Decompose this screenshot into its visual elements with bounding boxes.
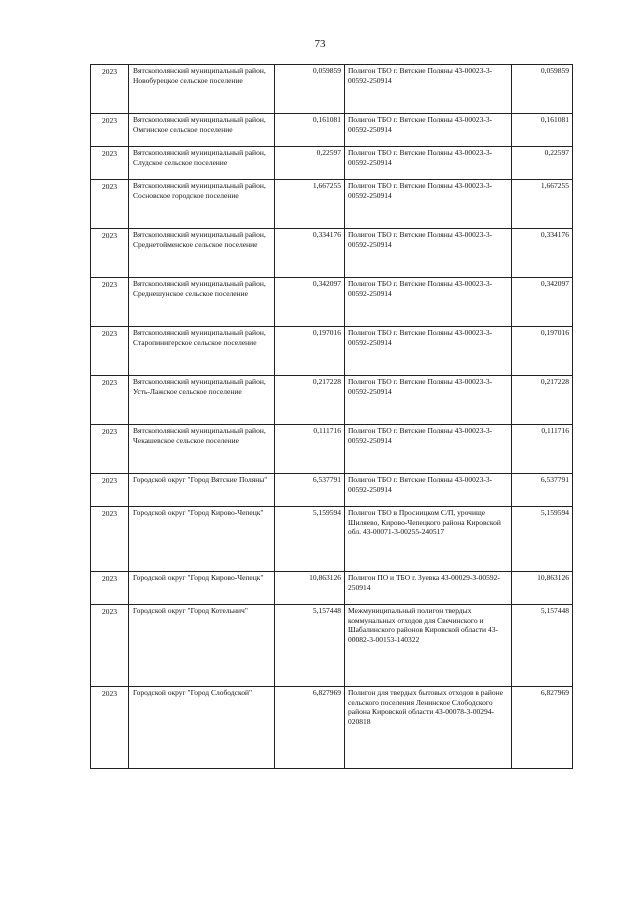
table-row xyxy=(91,147,573,180)
volume-cell: 0,197016 xyxy=(275,327,345,376)
disposal-facility-cell: Полигон ТБО г. Вятские Поляны 43-00023-3-00592-250914 xyxy=(345,327,512,376)
accepted-volume-cell: 5,157448 xyxy=(512,605,573,687)
year-cell: 2023 xyxy=(91,687,129,769)
disposal-facility-cell: Полигон ТБО г. Вятские Поляны 43-00023-3-00592-250914 xyxy=(345,229,512,278)
year-cell: 2023 xyxy=(91,278,129,327)
year-cell: 2023 xyxy=(91,65,129,114)
volume-cell: 0,111716 xyxy=(275,425,345,474)
table-row xyxy=(91,425,573,474)
municipality-cell: Вятскополянский муниципальный район, Слудское сельское поселение xyxy=(129,147,275,180)
accepted-volume-cell: 5,159594 xyxy=(512,507,573,572)
disposal-facility-cell: Полигон ТБО г. Вятские Поляны 43-00023-3-00592-250914 xyxy=(345,425,512,474)
volume-cell: 0,217228 xyxy=(275,376,345,425)
accepted-volume-cell: 0,111716 xyxy=(512,425,573,474)
volume-cell: 6,827969 xyxy=(275,687,345,769)
accepted-volume-cell: 0,161081 xyxy=(512,114,573,147)
volume-cell: 5,159594 xyxy=(275,507,345,572)
disposal-facility-cell: Полигон ТБО г. Вятские Поляны 43-00023-3-00592-250914 xyxy=(345,376,512,425)
municipality-cell: Вятскополянский муниципальный район, Усть-Лажское сельское поселение xyxy=(129,376,275,425)
disposal-facility-cell: Полигон ТБО г. Вятские Поляны 43-00023-3-00592-250914 xyxy=(345,278,512,327)
year-cell: 2023 xyxy=(91,425,129,474)
municipality-cell: Вятскополянский муниципальный район, Омгинское сельское поселение xyxy=(129,114,275,147)
disposal-facility-cell: Полигон ПО и ТБО г. Зуевка 43-00029-З-00592-250914 xyxy=(345,572,512,605)
municipality-cell: Вятскополянский муниципальный район, Новобурецкое сельское поселение xyxy=(129,65,275,114)
table-row xyxy=(91,180,573,229)
disposal-facility-cell: Полигон ТБО г. Вятские Поляны 43-00023-3-00592-250914 xyxy=(345,65,512,114)
table-row xyxy=(91,376,573,425)
year-cell: 2023 xyxy=(91,605,129,687)
volume-cell: 0,334176 xyxy=(275,229,345,278)
municipality-cell: Городской округ "Город Вятские Поляны" xyxy=(129,474,275,507)
volume-cell: 5,157448 xyxy=(275,605,345,687)
municipality-cell: Городской округ "Город Кирово-Чепецк" xyxy=(129,572,275,605)
municipality-cell: Вятскополянский муниципальный район, Сосновское городское поселение xyxy=(129,180,275,229)
accepted-volume-cell: 0,197016 xyxy=(512,327,573,376)
disposal-facility-cell: Полигон ТБО г. Вятские Поляны 43-00023-3-00592-250914 xyxy=(345,180,512,229)
accepted-volume-cell: 0,342097 xyxy=(512,278,573,327)
disposal-facility-cell: Полигон ТБО г. Вятские Поляны 43-00023-3-00592-250914 xyxy=(345,114,512,147)
municipality-cell: Городской округ "Город Слободской" xyxy=(129,687,275,769)
volume-cell: 6,537791 xyxy=(275,474,345,507)
accepted-volume-cell: 6,537791 xyxy=(512,474,573,507)
table-row xyxy=(91,65,573,114)
accepted-volume-cell: 0,334176 xyxy=(512,229,573,278)
volume-cell: 0,161081 xyxy=(275,114,345,147)
disposal-facility-cell: Полигон для твердых бытовых отходов в районе сельского поселения Ленинское Слободского района Кировской области 43-00078-3-00294-020818 xyxy=(345,687,512,769)
table-body xyxy=(91,65,573,769)
table-row xyxy=(91,278,573,327)
accepted-volume-cell: 1,667255 xyxy=(512,180,573,229)
accepted-volume-cell: 10,863126 xyxy=(512,572,573,605)
page-number: 73 xyxy=(314,38,326,50)
municipality-cell: Вятскополянский муниципальный район, Среднетойменское сельское поселение xyxy=(129,229,275,278)
table-row xyxy=(91,687,573,769)
waste-volume-table xyxy=(90,64,573,769)
volume-cell: 1,667255 xyxy=(275,180,345,229)
year-cell: 2023 xyxy=(91,114,129,147)
municipality-cell: Городской округ "Город Кирово-Чепецк" xyxy=(129,507,275,572)
table-row xyxy=(91,327,573,376)
year-cell: 2023 xyxy=(91,507,129,572)
accepted-volume-cell: 0,059859 xyxy=(512,65,573,114)
volume-cell: 0,22597 xyxy=(275,147,345,180)
municipality-cell: Вятскополянский муниципальный район, Старопинигерское сельское поселение xyxy=(129,327,275,376)
municipality-cell: Вятскополянский муниципальный район, Чекашевское сельское поселение xyxy=(129,425,275,474)
accepted-volume-cell: 0,217228 xyxy=(512,376,573,425)
accepted-volume-cell: 6,827969 xyxy=(512,687,573,769)
year-cell: 2023 xyxy=(91,180,129,229)
volume-cell: 0,059859 xyxy=(275,65,345,114)
year-cell: 2023 xyxy=(91,327,129,376)
year-cell: 2023 xyxy=(91,229,129,278)
year-cell: 2023 xyxy=(91,147,129,180)
year-cell: 2023 xyxy=(91,572,129,605)
municipality-cell: Городской округ "Город Котельнич" xyxy=(129,605,275,687)
disposal-facility-cell: Межмуниципальный полигон твердых коммунальных отходов для Свечинского и Шабалинского районов Кировской области 43-00082-3-00153-140322 xyxy=(345,605,512,687)
disposal-facility-cell: Полигон ТБО г. Вятские Поляны 43-00023-3-00592-250914 xyxy=(345,147,512,180)
volume-cell: 0,342097 xyxy=(275,278,345,327)
volume-cell: 10,863126 xyxy=(275,572,345,605)
table-row xyxy=(91,474,573,507)
table-row xyxy=(91,572,573,605)
table-row xyxy=(91,605,573,687)
table-row xyxy=(91,229,573,278)
table-row xyxy=(91,114,573,147)
disposal-facility-cell: Полигон ТБО в Просницком С/П, урочище Шиляево, Кирово-Чепецкого района Кировской обл. 43-00071-3-00255-240517 xyxy=(345,507,512,572)
table-row xyxy=(91,507,573,572)
year-cell: 2023 xyxy=(91,474,129,507)
accepted-volume-cell: 0,22597 xyxy=(512,147,573,180)
year-cell: 2023 xyxy=(91,376,129,425)
disposal-facility-cell: Полигон ТБО г. Вятские Поляны 43-00023-3-00592-250914 xyxy=(345,474,512,507)
municipality-cell: Вятскополянский муниципальный район, Среднешунское сельское поселение xyxy=(129,278,275,327)
